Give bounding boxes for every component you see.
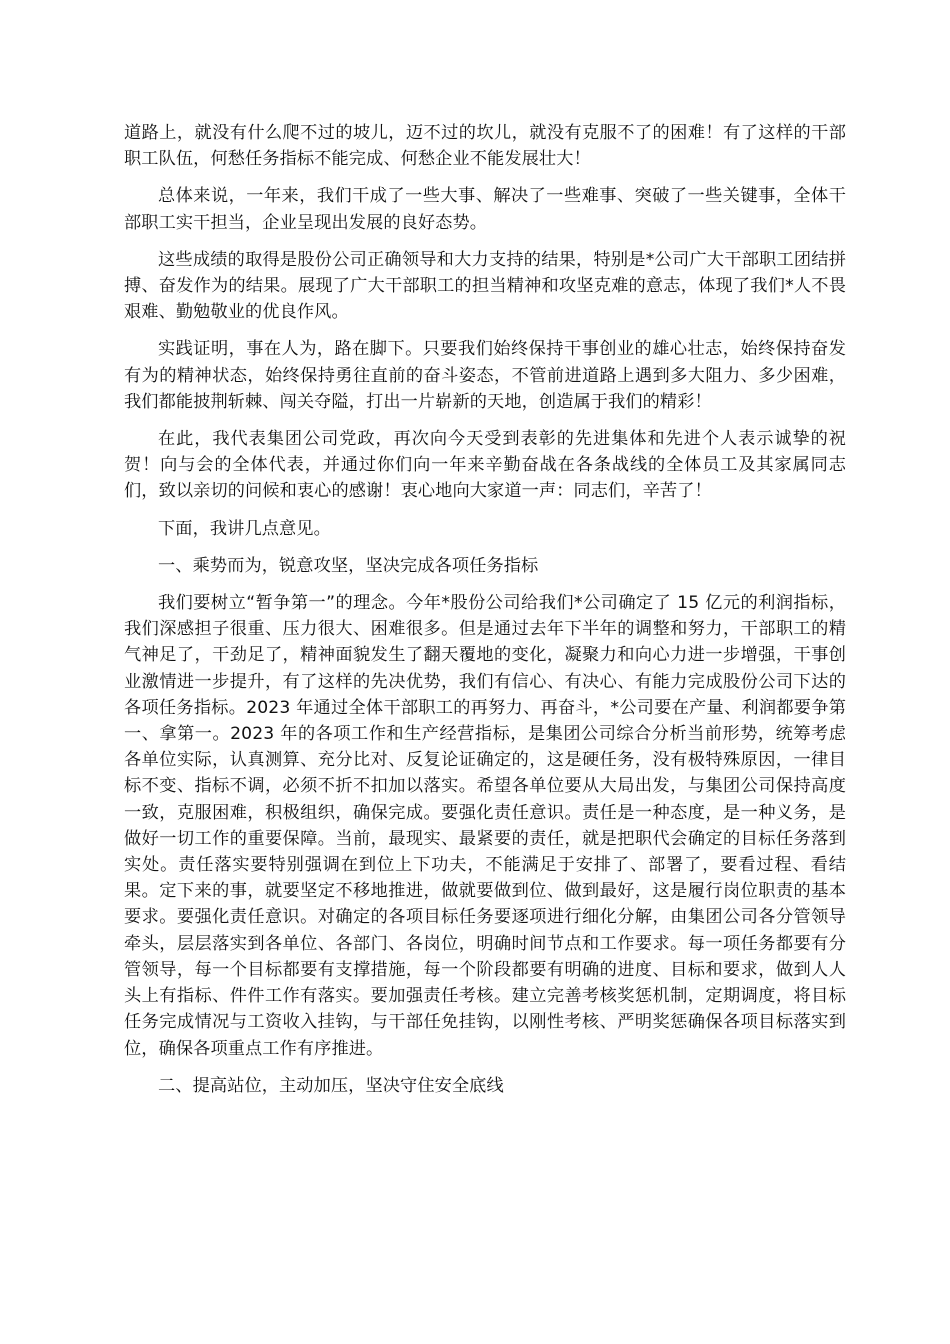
paragraph-congratulations: 在此，我代表集团公司党政，再次向今天受到表彰的先进集体和先进个人表示诚挚的祝贺！向与会的全体代表，并通过你们向一年来辛勤奋战在各条战线的全体员工及其家属同志们，致以亲切的问候和衷心的感谢！衷心地向大家道一声：同志们，辛苦了！ [124, 429, 846, 502]
section-heading-2: 二、提高站位，主动加压，坚决守住安全底线 [158, 1075, 504, 1096]
paragraph-continuation: 道路上，就没有什么爬不过的坡儿，迈不过的坎儿，就没有克服不了的困难！有了这样的干部职工队伍，何愁任务指标不能完成、何愁企业不能发展壮大！ [124, 123, 846, 170]
document-page [124, 120, 846, 1110]
paragraph-practice: 实践证明，事在人为，路在脚下。只要我们始终保持干事创业的雄心壮志，始终保持奋发有为的精神状态，始终保持勇往直前的奋斗姿态，不管前进道路上遇到多大阻力、多少困难，我们都能披荆斩棘、闯关夺隘，打出一片崭新的天地，创造属于我们的精彩！ [124, 339, 846, 412]
paragraph-achievements: 这些成绩的取得是股份公司正确领导和大力支持的结果，特别是*公司广大干部职工团结拼搏、奋发作为的结果。展现了广大干部职工的担当精神和攻坚克难的意志，体现了我们*人不畏艰难、勤勉敬业的优良作风。 [124, 249, 846, 323]
paragraph-intro-points: 下面，我讲几点意见。 [158, 518, 331, 539]
section-heading-1: 一、乘势而为，锐意攻坚，坚决完成各项任务指标 [158, 555, 539, 576]
paragraph-summary: 总体来说，一年来，我们干成了一些大事、解决了一些难事、突破了一些关键事，全体干部职工实干担当，企业呈现出发展的良好态势。 [124, 186, 846, 233]
paragraph-section-1-body: 我们要树立“暂争第一”的理念。今年*股份公司给我们*公司确定了 15 亿元的利润指标，我们深感担子很重、压力很大、困难很多。但是通过去年下半年的调整和努力，干部职工的精气神足了，干劲足了，精神面貌发生了翻天覆地的变化，凝聚力和向心力进一步增强，干事创业激情进一步提升，有了这样的先决优势，我们有信心、有决心、有能力完成股份公司下达的各项任务指标。2023 年通过全体干部职工的再努力、再奋斗，*公司要在产量、利润都要争第一、拿第一。2023 年的各项工作和生产经营指标，是集团公司综合分析当前形势，统筹考虑各单位实际，认真测算、充分比对、反复论证确定的，这是硬任务，没有极特殊原因，一律目标不变、指标不调，必须不折不扣加以落实。希望各单位要从大局出发，与集团公司保持高度一致，克服困难，积极组织，确保完成。要强化责任意识。责任是一种态度，是一种义务，是做好一切工作的重要保障。当前，最现实、最紧要的责任，就是把职代会确定的目标任务落到实处。责任落实要特别强调在到位上下功夫，不能满足于安排了、部署了，要看过程、看结果。定下来的事，就要坚定不移地推进，做就要做到位、做到最好，这是履行岗位职责的基本要求。要强化责任意识。对确定的各项目标任务要逐项进行细化分解，由集团公司各分管领导牵头，层层落实到各单位、各部门、各岗位，明确时间节点和工作要求。每一项任务都要有分管领导，每一个目标都要有支撑措施，每一个阶段都要有明确的进度、目标和要求，做到人人头上有指标、件件工作有落实。要加强责任考核。建立完善考核奖惩机制，定期调度，将目标任务完成情况与工资收入挂钩，与干部任免挂钩，以刚性考核、严明奖惩确保各项目标落实到位，确保各项重点工作有序推进。 [124, 593, 846, 1059]
